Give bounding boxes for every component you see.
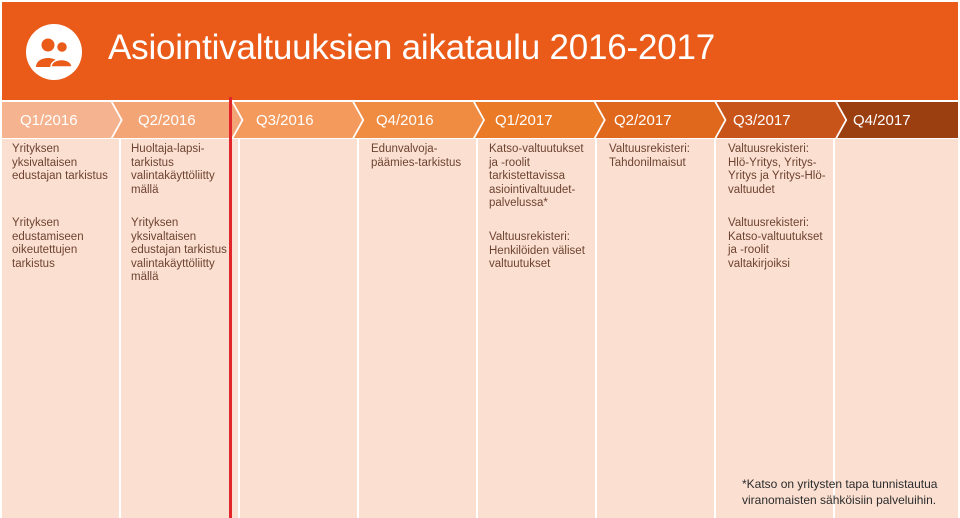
quarter-column (597, 139, 714, 518)
quarter-label: Q1/2016 (20, 111, 78, 129)
milestone-text: Valtuusrekisteri: Katso-valtuutukset ja -roolit valtakirjoiksi (728, 217, 823, 270)
page-title: Asiointivaltuuksien aikataulu 2016-2017 (108, 28, 716, 67)
quarter-label: Q2/2017 (614, 111, 672, 129)
milestone-text: Yrityksen edustamiseen oikeutettujen tarkistus (12, 217, 84, 270)
quarter-label: Q1/2017 (495, 111, 553, 129)
quarter-label: Q3/2016 (256, 111, 314, 129)
quarter-column (240, 139, 357, 518)
milestone-text: Edunvalvoja- päämies-tarkistus (371, 143, 462, 169)
milestone-text: Yrityksen yksivaltaisen edustajan tarkistus valintakäyttöliitty mällä (131, 217, 227, 283)
quarter-column (835, 139, 958, 518)
milestone-text: Huoltaja-lapsi- tarkistus valintakäyttöliitty mällä (131, 143, 215, 196)
quarter-column (478, 139, 595, 518)
quarter-column (121, 139, 238, 518)
logo (26, 24, 82, 80)
schedule-grid (2, 139, 958, 518)
current-date-marker (229, 97, 232, 518)
milestone-text: Valtuusrekisteri: Hlö-Yritys, Yritys- Yritys ja Yritys-Hlö- valtuudet (728, 143, 826, 196)
milestone-text: Katso-valtuutukset ja -roolit tarkistettavissa asiointivaltuudet- palvelussa* (489, 143, 584, 209)
quarter-label: Q2/2016 (138, 111, 196, 129)
quarter-timeline (2, 102, 958, 138)
header-banner (2, 2, 958, 100)
quarter-column (359, 139, 476, 518)
quarter-label: Q3/2017 (733, 111, 791, 129)
quarter-column (716, 139, 833, 518)
milestone-text: Yrityksen yksivaltaisen edustajan tarkistus (12, 143, 108, 182)
quarter-label: Q4/2017 (853, 111, 911, 129)
quarter-label: Q4/2016 (376, 111, 434, 129)
milestone-text: Valtuusrekisteri: Henkilöiden väliset valtuutukset (489, 231, 585, 270)
quarter-column (2, 139, 119, 518)
milestone-text: Valtuusrekisteri: Tahdonilmaisut (609, 143, 690, 169)
footnote: *Katso on yritysten tapa tunnistautua viranomaisten sähköisiin palveluihin. (742, 477, 938, 507)
people-icon (35, 35, 73, 69)
